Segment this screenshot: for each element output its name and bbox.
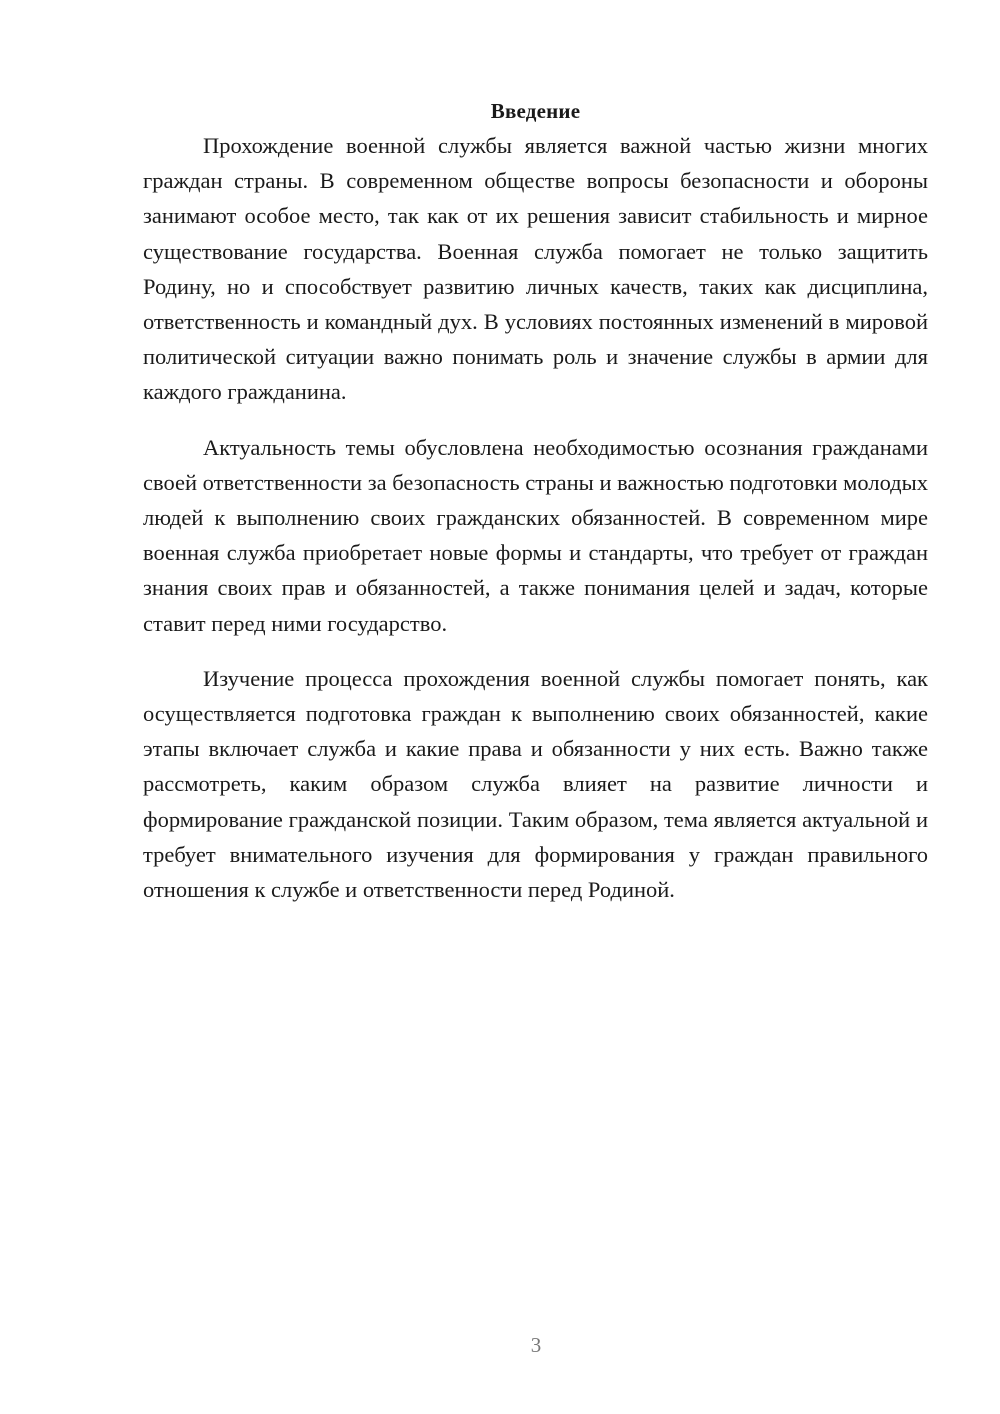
paragraph-3: Изучение процесса прохождения военной службы помогает понять, как осуществляется подготовка граждан к выполнению своих обязанностей, какие этапы включает служба и какие права и обязанности у них есть. Важно также рассмотреть, каким образом служба влияет на развитие личности и формирование гражданской позиции. Таким образом, тема является актуальной и требует внимательного изучения для формирования у граждан правильного отношения к службе и ответственности перед Родиной. bbox=[143, 665, 928, 903]
page-number: 3 bbox=[530, 1333, 542, 1357]
paragraph-1: Прохождение военной службы является важной частью жизни многих граждан страны. В современном обществе вопросы безопасности и обороны занимают особое место, так как от их решения зависит стабильность и мирное существование государства. Военная служба помогает не только защитить Родину, но и способствует развитию личных качеств, таких как дисциплина, ответственность и командный дух. В условиях постоянных изменений в мировой политической ситуации важно понимать роль и значение службы в армии для каждого гражданина. bbox=[143, 133, 928, 405]
paragraph-2: Актуальность темы обусловлена необходимостью осознания гражданами своей ответственности за безопасность страны и важностью подготовки молодых людей к выполнению своих гражданских обязанностей. В современном мире военная служба приобретает новые формы и стандарты, что требует от граждан знания своих прав и обязанностей, а также понимания целей и задач, которые ставит перед ними государство. bbox=[143, 434, 928, 636]
section-title: Введение bbox=[490, 99, 581, 123]
page-content bbox=[143, 95, 928, 927]
